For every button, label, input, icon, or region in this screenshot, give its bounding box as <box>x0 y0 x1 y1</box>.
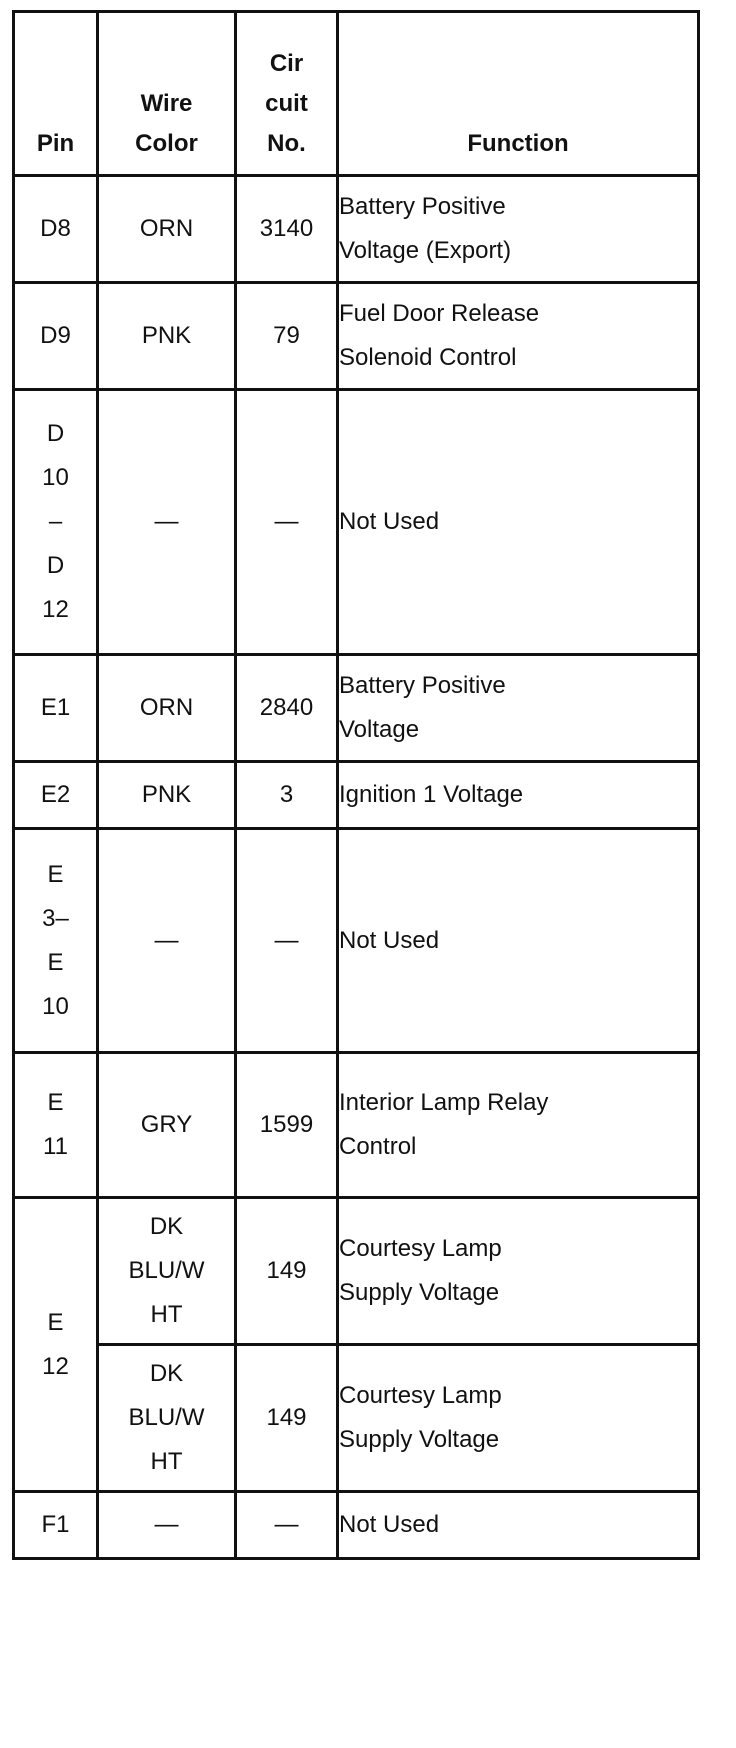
function-cell: Courtesy Lamp Supply Voltage <box>338 1198 699 1345</box>
function-cell: Courtesy Lamp Supply Voltage <box>338 1345 699 1492</box>
circuit-cell: 2840 <box>236 655 338 762</box>
header-circuit-no: Cir cuit No. <box>236 12 338 176</box>
function-cell: Interior Lamp Relay Control <box>338 1053 699 1198</box>
circuit-cell: — <box>236 1492 338 1559</box>
function-cell: Fuel Door Release Solenoid Control <box>338 283 699 390</box>
table-row <box>14 655 699 762</box>
function-cell: Not Used <box>338 1492 699 1559</box>
header-row <box>14 12 699 176</box>
function-cell: Not Used <box>338 390 699 655</box>
table-row <box>14 390 699 655</box>
function-cell: Ignition 1 Voltage <box>338 762 699 829</box>
table-row <box>14 1053 699 1198</box>
pin-cell: E 12 <box>14 1198 98 1492</box>
table-row <box>14 762 699 829</box>
pin-cell: E 3– E 10 <box>14 829 98 1053</box>
pin-cell: E 11 <box>14 1053 98 1198</box>
wire-color-cell: PNK <box>98 283 236 390</box>
table-row <box>14 1198 699 1345</box>
pin-cell: E2 <box>14 762 98 829</box>
header-function: Function <box>338 12 699 176</box>
function-cell: Not Used <box>338 829 699 1053</box>
wire-color-cell: DK BLU/W HT <box>98 1345 236 1492</box>
table-row <box>14 829 699 1053</box>
circuit-cell: 149 <box>236 1345 338 1492</box>
circuit-cell: 79 <box>236 283 338 390</box>
table-row <box>14 176 699 283</box>
circuit-cell: 149 <box>236 1198 338 1345</box>
wire-color-cell: — <box>98 1492 236 1559</box>
pin-cell: D8 <box>14 176 98 283</box>
circuit-cell: — <box>236 390 338 655</box>
circuit-cell: — <box>236 829 338 1053</box>
wire-color-cell: PNK <box>98 762 236 829</box>
pin-cell: D 10 – D 12 <box>14 390 98 655</box>
wire-color-cell: GRY <box>98 1053 236 1198</box>
function-cell: Battery Positive Voltage <box>338 655 699 762</box>
pinout-table <box>12 10 700 1560</box>
circuit-cell: 3140 <box>236 176 338 283</box>
table-row <box>14 1492 699 1559</box>
pin-cell: E1 <box>14 655 98 762</box>
header-wire-color: Wire Color <box>98 12 236 176</box>
circuit-cell: 3 <box>236 762 338 829</box>
pin-cell: D9 <box>14 283 98 390</box>
wire-color-cell: ORN <box>98 655 236 762</box>
wire-color-cell: DK BLU/W HT <box>98 1198 236 1345</box>
wire-color-cell: ORN <box>98 176 236 283</box>
wire-color-cell: — <box>98 390 236 655</box>
function-cell: Battery Positive Voltage (Export) <box>338 176 699 283</box>
table-row <box>14 283 699 390</box>
wire-color-cell: — <box>98 829 236 1053</box>
table-row <box>14 1345 699 1492</box>
circuit-cell: 1599 <box>236 1053 338 1198</box>
pin-cell: F1 <box>14 1492 98 1559</box>
header-pin: Pin <box>14 12 98 176</box>
